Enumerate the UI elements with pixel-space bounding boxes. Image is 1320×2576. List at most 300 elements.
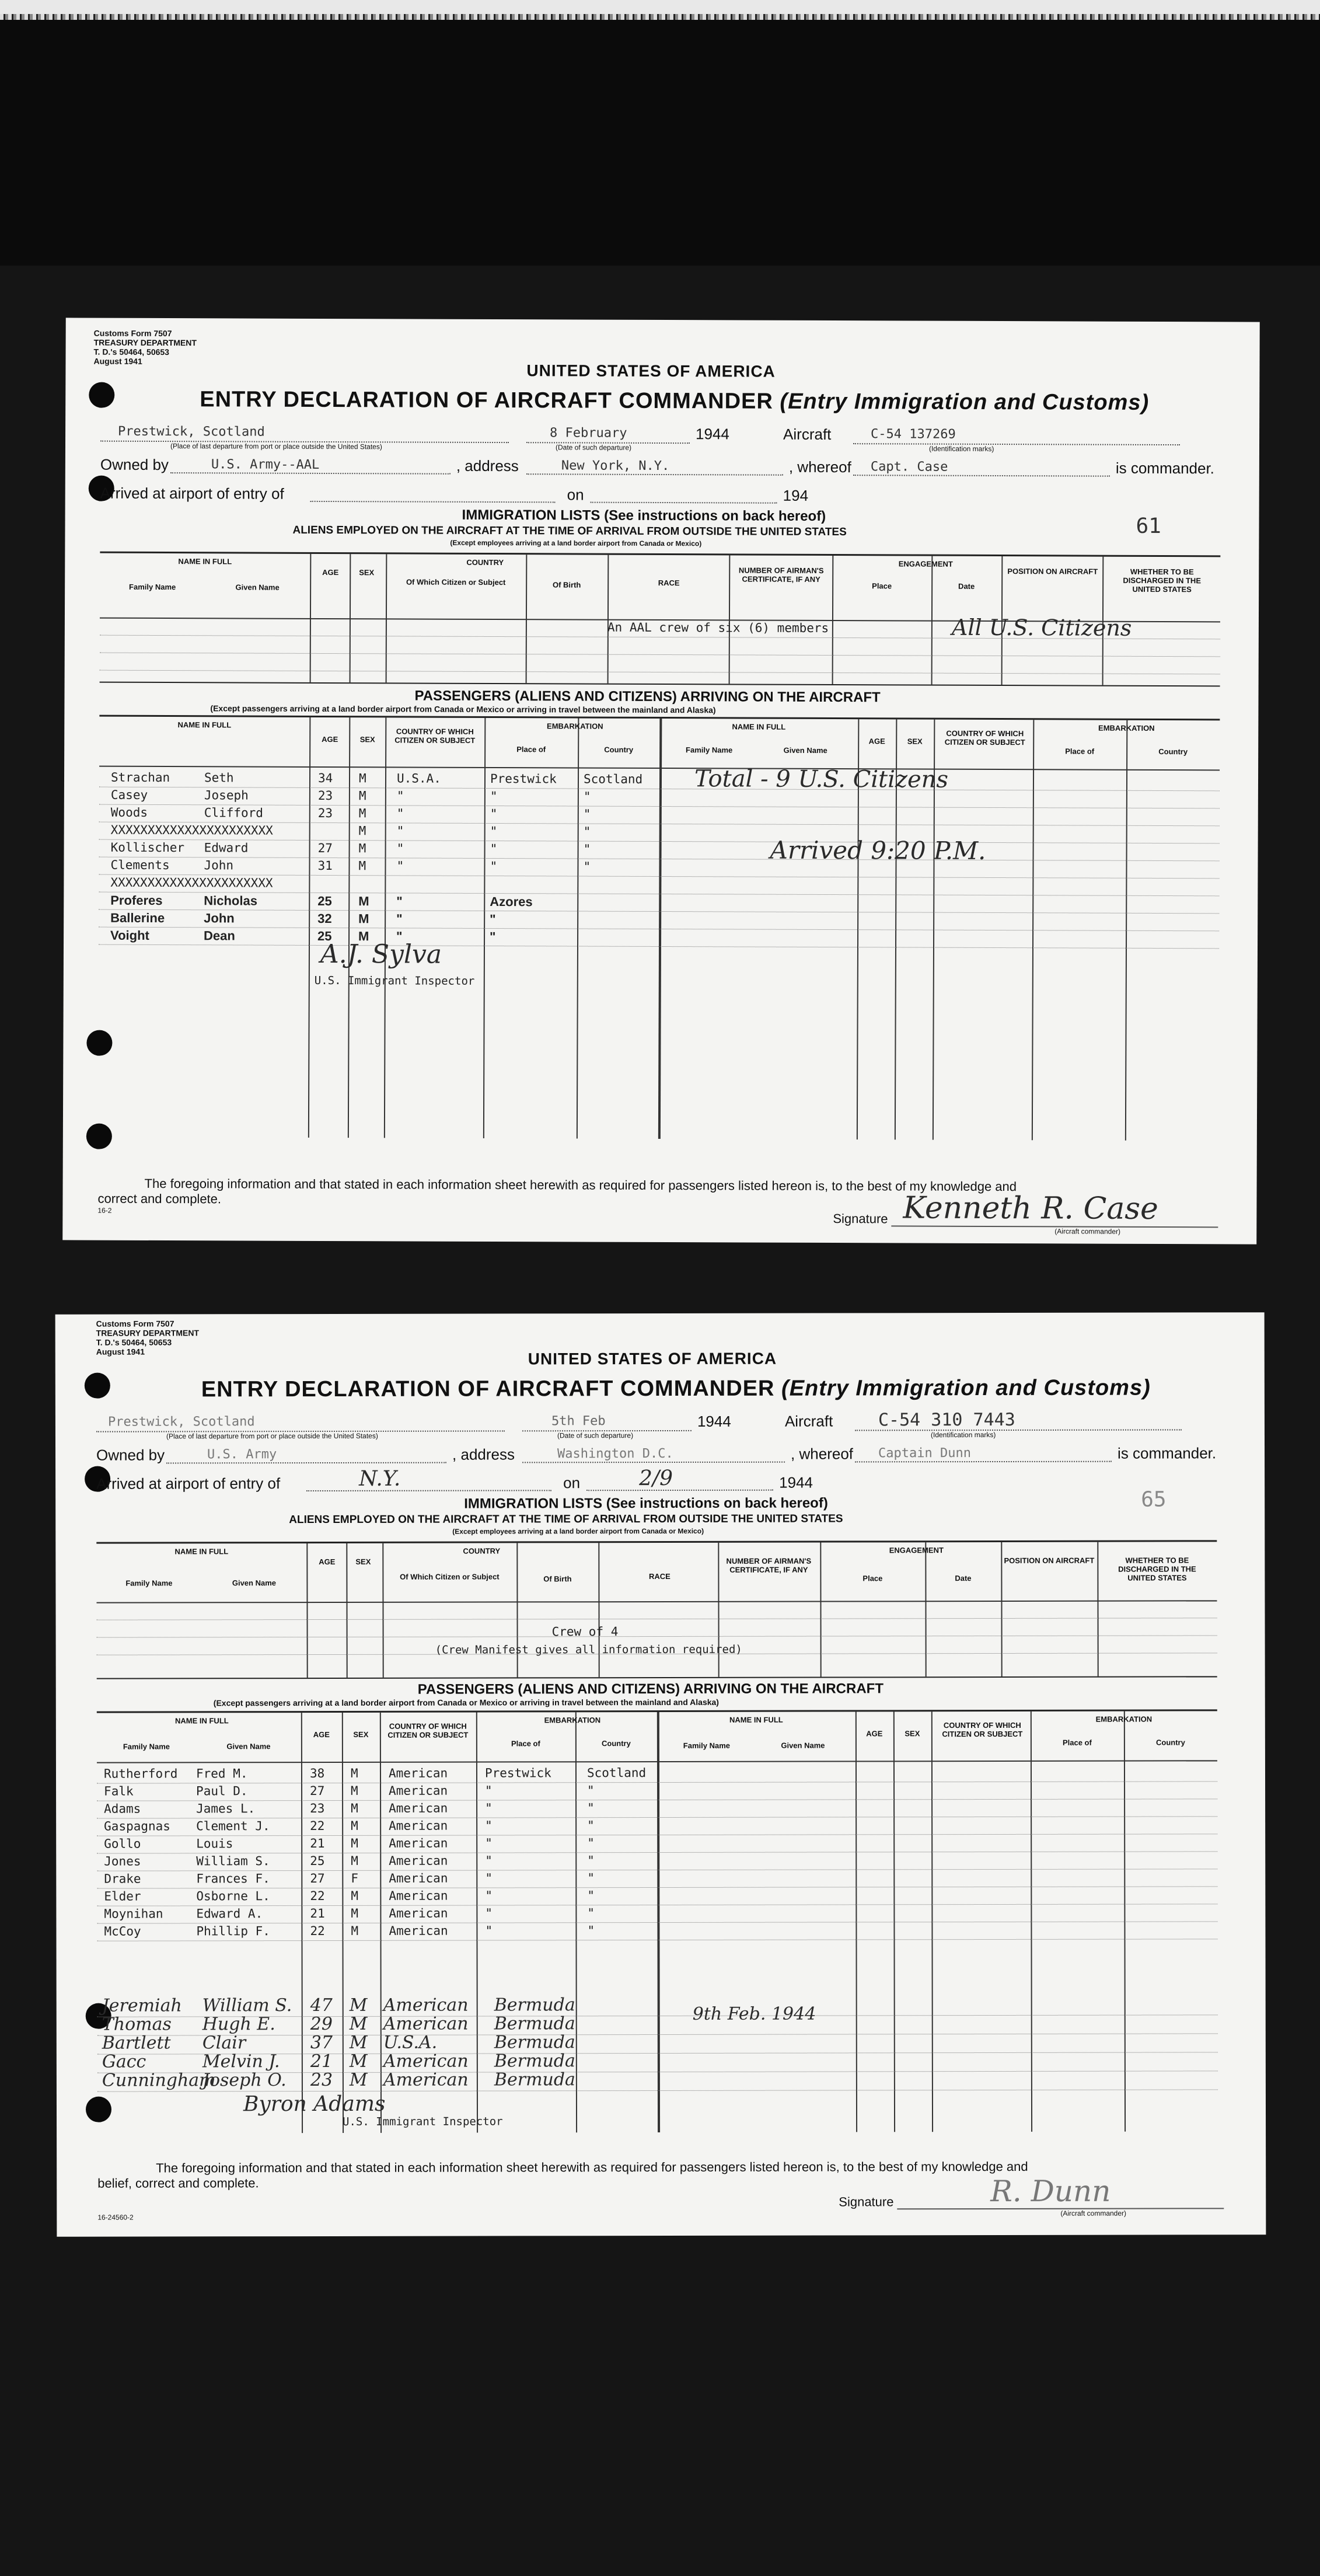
hdr-discharged: WHETHER TO BE DISCHARGED IN THE UNITED STATES <box>1123 567 1202 594</box>
hdr-given: Given Name <box>235 583 280 592</box>
hdr-engagement: ENGAGEMENT <box>898 559 953 569</box>
hdr-engagement: ENGAGEMENT <box>889 1546 944 1555</box>
title-italic-text: (Entry Immigration and Customs) <box>781 1375 1151 1401</box>
cell-age: 23 <box>317 806 333 821</box>
arrival-time-note: Arrived 9:20 P.M. <box>770 835 986 865</box>
cell-given: William S. <box>196 1854 270 1869</box>
customs-form-label: Customs Form 7507 <box>96 1319 174 1329</box>
p-hdr-sex-r: SEX <box>905 1729 920 1738</box>
cell-family: XXXXXXXXXXXXXXXXXXXXXX <box>110 875 273 890</box>
p-hdr-country: COUNTRY OF WHICH CITIZEN OR SUBJECT <box>394 727 476 745</box>
signature-label: Signature <box>839 2194 894 2209</box>
commander-name: Captain Dunn <box>878 1446 972 1461</box>
cell-given: Joseph O. <box>202 2070 287 2091</box>
cell-place: Bermuda <box>494 1995 575 2016</box>
p-hdr-family-r: Family Name <box>683 1741 731 1750</box>
p-hdr-emb-country: Country <box>601 1739 631 1748</box>
departure-place: Prestwick, Scotland <box>118 424 265 440</box>
p-hdr-emb-place: Place of <box>511 1739 540 1748</box>
total-note: Total - 9 U.S. Citizens <box>694 765 949 793</box>
cell-family: Falk <box>104 1784 134 1798</box>
p-hdr-given-r: Given Name <box>783 745 827 755</box>
whereof-label: , whereof <box>791 1445 854 1463</box>
signature-caption: (Aircraft commander) <box>1060 2209 1127 2218</box>
p-hdr-family-r: Family Name <box>686 745 733 755</box>
ident-caption: (Identification marks) <box>928 444 994 453</box>
cell-sex: M <box>349 2069 368 2090</box>
cell-sex: M <box>349 2051 368 2072</box>
td-label: T. D.'s 50464, 50653 <box>93 347 170 357</box>
signature-label: Signature <box>833 1211 888 1226</box>
hdr-country: COUNTRY <box>463 1546 501 1556</box>
cell-country: American <box>383 2013 469 2034</box>
cell-place: " <box>490 789 498 804</box>
certification-line-2: correct and complete. <box>97 1191 222 1207</box>
cell-place: Bermuda <box>494 2051 575 2072</box>
film-top-edge <box>0 0 1320 14</box>
crew-note-1: Crew of 4 <box>551 1625 619 1639</box>
hdr-of-birth: Of Birth <box>543 1574 572 1584</box>
cell-place: " <box>485 1783 493 1798</box>
cell-sex: M <box>351 1853 358 1868</box>
form-date-label: August 1941 <box>93 356 142 366</box>
cell-emb-country: " <box>587 1888 595 1903</box>
cell-country: " <box>396 806 404 821</box>
arrived-label: Arrived at airport of entry of <box>100 484 284 503</box>
film-sprocket-strip <box>0 14 1320 20</box>
departure-place: Prestwick, Scotland <box>107 1414 255 1430</box>
cell-age: 21 <box>310 1836 325 1851</box>
cell-family: Drake <box>104 1871 141 1886</box>
ident-caption: (Identification marks) <box>930 1430 996 1439</box>
certification-line-2: belief, correct and complete. <box>97 2176 259 2191</box>
cell-age: 22 <box>310 1924 325 1939</box>
place-caption: (Place of last departure from port or place outside the United States) <box>170 442 382 451</box>
hdr-given: Given Name <box>232 1578 277 1588</box>
cell-country: U.S.A. <box>383 2032 438 2053</box>
departure-date: 5th Feb <box>551 1414 606 1429</box>
arrived-label: Arrived at airport of entry of <box>96 1475 281 1493</box>
cell-age: 27 <box>310 1871 325 1886</box>
hdr-sex: SEX <box>359 568 375 577</box>
form-number <box>93 329 197 367</box>
cell-sex: M <box>358 894 369 909</box>
cell-age: 21 <box>310 1906 325 1921</box>
cell-sex: M <box>358 771 366 786</box>
cell-country: " <box>396 911 403 926</box>
cell-given: Clement J. <box>196 1819 270 1833</box>
cell-family: Thomas <box>102 2014 172 2035</box>
p-hdr-given: Given Name <box>226 1742 271 1751</box>
passenger-table <box>98 715 1220 1141</box>
p-hdr-name-r: NAME IN FULL <box>732 722 786 731</box>
arrival-date: 2/9 <box>639 1466 673 1491</box>
hdr-which-citizen: Of Which Citizen or Subject <box>406 577 506 587</box>
cell-family: Gaspagnas <box>104 1819 170 1833</box>
cell-given: Osborne L. <box>196 1889 270 1904</box>
hdr-race: RACE <box>648 1571 671 1581</box>
title-italic-text: (Entry Immigration and Customs) <box>780 389 1150 415</box>
cell-place: " <box>490 841 498 856</box>
form-date-label: August 1941 <box>96 1347 145 1357</box>
on-label: on <box>563 1474 581 1492</box>
place-caption: (Place of last departure from port or place outside the United States) <box>166 1431 378 1441</box>
cell-family: Adams <box>104 1801 141 1816</box>
on-label: on <box>567 486 584 504</box>
form-number <box>96 1319 199 1356</box>
cell-country: American <box>389 1783 448 1798</box>
p-hdr-embark-r: EMBARKATION <box>1098 723 1155 733</box>
hdr-country: COUNTRY <box>466 557 504 567</box>
year-text: 1944 <box>697 1412 731 1430</box>
customs-form-label: Customs Form 7507 <box>93 328 172 339</box>
cell-age: 25 <box>317 928 332 944</box>
cell-age: 47 <box>310 1995 333 2016</box>
hdr-of-birth: Of Birth <box>552 580 581 590</box>
p-hdr-place-r: Place of <box>1065 747 1095 756</box>
cell-place: Bermuda <box>494 2013 575 2034</box>
document-title <box>200 387 1149 416</box>
p-hdr-country-r2: Country <box>1155 1738 1185 1747</box>
cell-place: " <box>485 1888 493 1903</box>
cell-place: Bermuda <box>494 2032 575 2053</box>
cell-country: American <box>389 1836 448 1850</box>
hdr-airman-cert: NUMBER OF AIRMAN'S CERTIFICATE, IF ANY <box>738 566 824 584</box>
signature-caption: (Aircraft commander) <box>1054 1227 1121 1236</box>
aliens-title: ALIENS EMPLOYED ON THE AIRCRAFT AT THE TIME OF ARRIVAL FROM OUTSIDE THE UNITED STATES <box>289 1512 843 1526</box>
cell-family: Ballerine <box>110 910 165 926</box>
cell-sex: M <box>358 929 369 944</box>
cell-place: " <box>490 859 498 874</box>
cell-sex: M <box>358 789 366 803</box>
cell-given: Hugh E. <box>202 2014 275 2035</box>
hdr-age: AGE <box>319 1557 336 1567</box>
cell-family: Woods <box>110 805 148 820</box>
passengers-title: PASSENGERS (ALIENS AND CITIZENS) ARRIVING ON THE AIRCRAFT <box>417 1681 884 1697</box>
hdr-place: Place <box>872 581 892 591</box>
cell-sex: M <box>351 1783 358 1798</box>
cell-emb-country: " <box>587 1853 595 1868</box>
cell-sex: M <box>351 1888 359 1903</box>
cell-emb-country: " <box>583 859 591 874</box>
cell-emb-country: Scotland <box>583 772 643 786</box>
cell-family: Clements <box>110 857 170 873</box>
owner: U.S. Army--AAL <box>211 457 320 472</box>
cell-given: Louis <box>196 1836 233 1851</box>
cell-sex: M <box>351 1906 359 1920</box>
passengers-title: PASSENGERS (ALIENS AND CITIZENS) ARRIVING ON THE AIRCRAFT <box>414 688 881 706</box>
cell-given: Paul D. <box>196 1784 248 1798</box>
is-commander-label: is commander. <box>1115 459 1215 477</box>
declaration-sheet-1 <box>62 318 1260 1244</box>
aliens-subtitle: (Except employees arriving at a land border airport from Canada or Mexico) <box>450 538 702 548</box>
cell-given: Frances F. <box>196 1871 270 1886</box>
cell-family: XXXXXXXXXXXXXXXXXXXXXX <box>110 822 273 838</box>
cell-sex: M <box>358 806 366 821</box>
cell-age: 27 <box>310 1784 325 1798</box>
cell-country: " <box>396 929 403 944</box>
cell-country: American <box>389 1923 448 1938</box>
inspector-signature: A.J. Sylva <box>320 939 442 970</box>
cell-country: American <box>383 1995 469 2016</box>
cell-place: " <box>490 806 498 821</box>
cell-country: American <box>389 1801 448 1815</box>
owned-by-label: Owned by <box>100 455 169 474</box>
cell-place: Bermuda <box>494 2069 575 2090</box>
cell-country: American <box>383 2051 469 2072</box>
aliens-table <box>100 552 1221 687</box>
hdr-family: Family Name <box>125 1578 173 1588</box>
hdr-age: AGE <box>322 567 339 577</box>
cell-family: Jeremiah <box>102 1995 182 2016</box>
address-value: Washington D.C. <box>557 1446 673 1462</box>
p-hdr-given-r: Given Name <box>781 1741 825 1750</box>
cell-country: " <box>396 841 404 856</box>
cell-age: 27 <box>317 841 333 856</box>
cell-family: Cunningham <box>102 2070 216 2091</box>
cell-age: 29 <box>310 2013 333 2035</box>
crew-handwritten-note: All U.S. Citizens <box>951 614 1132 641</box>
arrival-year: 1944 <box>779 1473 813 1491</box>
cell-country: American <box>389 1888 448 1903</box>
p-hdr-sex: SEX <box>359 735 375 744</box>
cell-sex: M <box>358 824 366 838</box>
aircraft-marks: C-54 137269 <box>871 427 956 442</box>
cell-emb-country: " <box>583 824 591 839</box>
cell-age: 23 <box>317 788 333 803</box>
cell-sex: M <box>358 859 366 873</box>
hdr-name-in-full: NAME IN FULL <box>178 557 232 566</box>
cell-family: Rutherford <box>103 1766 178 1781</box>
passengers-subtitle: (Except passengers arriving at a land border airport from Canada or Mexico or arriving in travel between the mainland and Alaska) <box>210 703 716 715</box>
cell-country: American <box>389 1818 448 1833</box>
cell-place: " <box>490 911 496 927</box>
cell-family: Gacc <box>102 2051 146 2072</box>
cell-place: " <box>485 1801 493 1815</box>
cell-age: 25 <box>317 893 332 909</box>
cell-place: Prestwick <box>490 771 557 786</box>
p-hdr-age: AGE <box>322 734 338 744</box>
aircraft-label: Aircraft <box>784 1412 833 1430</box>
cell-emb-country: " <box>587 1783 595 1798</box>
punch-hole <box>89 382 114 408</box>
page-number: 61 <box>1136 514 1161 538</box>
p-hdr-age: AGE <box>313 1730 330 1740</box>
hdr-which-citizen: Of Which Citizen or Subject <box>400 1572 500 1581</box>
cell-family: Jones <box>104 1854 141 1869</box>
hdr-date: Date <box>958 581 975 591</box>
hdr-discharged: WHETHER TO BE DISCHARGED IN THE UNITED STATES <box>1118 1556 1196 1582</box>
p-hdr-emb-country: Country <box>604 745 634 754</box>
aircraft-marks: C-54 310 7443 <box>878 1409 1015 1431</box>
p-hdr-name-r: NAME IN FULL <box>729 1715 783 1724</box>
form-code: 16-24560-2 <box>97 2213 134 2222</box>
address-label: , address <box>456 456 519 475</box>
cell-age: 21 <box>310 2051 333 2072</box>
p-hdr-country-r2: Country <box>1158 747 1188 757</box>
inspector-title: U.S. Immigrant Inspector <box>314 974 475 988</box>
year-blank: 194 <box>783 486 809 504</box>
p-hdr-country: COUNTRY OF WHICH CITIZEN OR SUBJECT <box>387 1721 469 1740</box>
hdr-position: POSITION ON AIRCRAFT <box>1004 1556 1095 1565</box>
cell-emb-country: " <box>587 1906 595 1920</box>
cell-emb-country: " <box>587 1801 595 1815</box>
p-hdr-embark: EMBARKATION <box>547 721 603 731</box>
aliens-table <box>96 1540 1217 1679</box>
hdr-family: Family Name <box>129 582 176 592</box>
owned-by-label: Owned by <box>96 1446 165 1464</box>
p-hdr-name: NAME IN FULL <box>177 720 232 730</box>
cell-family: Bartlett <box>102 2033 171 2054</box>
cell-family: Casey <box>110 787 148 802</box>
cell-place: " <box>485 1923 493 1938</box>
title-main-text: ENTRY DECLARATION OF AIRCRAFT COMMANDER <box>200 387 773 414</box>
cell-place: " <box>485 1871 493 1885</box>
p-hdr-name: NAME IN FULL <box>174 1716 229 1726</box>
cell-sex: M <box>349 2013 368 2034</box>
document-title <box>201 1376 1151 1403</box>
p-hdr-sex-r: SEX <box>907 737 923 746</box>
cell-sex: M <box>358 841 366 856</box>
immigration-lists-title: IMMIGRATION LISTS (See instructions on back hereof) <box>464 1495 828 1512</box>
aliens-subtitle: (Except employees arriving at a land border airport from Canada or Mexico) <box>452 1526 704 1536</box>
cell-family: Moynihan <box>104 1906 163 1921</box>
country-heading: UNITED STATES OF AMERICA <box>528 1349 777 1368</box>
p-hdr-country-r: COUNTRY OF WHICH CITIZEN OR SUBJECT <box>944 728 1025 747</box>
cell-sex: M <box>351 1801 358 1815</box>
cell-given: Phillip F. <box>196 1924 270 1939</box>
cell-country: American <box>389 1853 448 1868</box>
cell-given: Dean <box>204 928 235 943</box>
immigration-lists-title: IMMIGRATION LISTS (See instructions on back hereof) <box>462 507 826 524</box>
p-hdr-embark: EMBARKATION <box>544 1716 601 1725</box>
cell-place: " <box>485 1853 493 1868</box>
p-hdr-family: Family Name <box>123 1742 170 1751</box>
p-hdr-age-r: AGE <box>868 737 885 746</box>
treasury-label: TREASURY DEPARTMENT <box>93 337 197 348</box>
punch-hole <box>85 1373 110 1399</box>
cell-age: 32 <box>317 911 332 926</box>
cell-given: Melvin J. <box>202 2051 280 2072</box>
cell-given: John <box>204 858 234 873</box>
passenger-table <box>97 1709 1218 2133</box>
cell-given: William S. <box>202 1995 292 2016</box>
declaration-sheet-2 <box>55 1312 1266 2237</box>
cell-age: 23 <box>310 1801 325 1816</box>
hdr-date: Date <box>955 1574 972 1583</box>
cell-country: American <box>383 2069 469 2090</box>
cell-family: Proferes <box>110 893 163 908</box>
cell-age: 38 <box>309 1766 325 1781</box>
title-main-text: ENTRY DECLARATION OF AIRCRAFT COMMANDER <box>201 1376 775 1402</box>
cell-sex: M <box>351 1818 358 1833</box>
cell-given: Fred M. <box>195 1766 248 1781</box>
cell-age: 23 <box>310 2069 333 2091</box>
p-hdr-age-r: AGE <box>866 1729 883 1738</box>
cell-country: " <box>396 824 404 838</box>
cell-emb-country: " <box>583 842 591 856</box>
cell-given: Clifford <box>204 806 264 820</box>
crew-note-2: (Crew Manifest gives all information required) <box>435 1643 742 1657</box>
cell-sex: M <box>349 2032 368 2053</box>
address-label: , address <box>452 1445 515 1463</box>
cell-age: 25 <box>310 1854 325 1869</box>
cell-age: 22 <box>310 1889 325 1904</box>
address-value: New York, N.Y. <box>561 458 670 474</box>
cell-sex: M <box>351 1836 358 1850</box>
date-caption: (Date of such departure) <box>555 443 632 452</box>
cell-place: Prestwick <box>484 1766 551 1780</box>
date-caption: (Date of such departure) <box>557 1431 634 1440</box>
cell-given: Edward <box>204 841 249 855</box>
cell-age: 34 <box>317 771 333 786</box>
p-hdr-place-r: Place of <box>1062 1738 1092 1747</box>
cell-emb-country: " <box>587 1836 595 1850</box>
cell-place: " <box>490 824 498 839</box>
aircraft-label: Aircraft <box>783 425 832 444</box>
cell-country: U.S.A. <box>396 771 441 786</box>
aliens-title: ALIENS EMPLOYED ON THE AIRCRAFT AT THE TIME OF ARRIVAL FROM OUTSIDE THE UNITED STATES <box>292 524 847 539</box>
passengers-subtitle: (Except passengers arriving at a land border airport from Canada or Mexico or arriving in travel between the mainland and Alaska) <box>213 1697 719 1708</box>
certification-line-1: The foregoing information and that stated in each information sheet herewith as required for passengers listed hereon is, to the best of my knowledge and <box>156 2159 1028 2176</box>
hdr-sex: SEX <box>355 1557 371 1566</box>
cell-emb-country: " <box>583 807 591 821</box>
cell-given: Seth <box>204 771 234 785</box>
departure-date: 8 February <box>550 426 627 441</box>
p-hdr-sex: SEX <box>353 1730 369 1739</box>
cell-family: Gollo <box>104 1836 141 1851</box>
country-heading: UNITED STATES OF AMERICA <box>526 361 776 381</box>
cell-given: John <box>204 911 235 926</box>
cell-sex: M <box>349 1995 368 2016</box>
inspector-title: U.S. Immigrant Inspector <box>343 2115 503 2128</box>
commander-name: Capt. Case <box>870 459 948 475</box>
cell-sex: M <box>358 911 369 926</box>
p-hdr-embark-r: EMBARKATION <box>1095 1714 1153 1724</box>
cell-sex: M <box>351 1923 359 1938</box>
cell-place: " <box>485 1818 493 1833</box>
cell-age: 37 <box>310 2032 333 2054</box>
cell-emb-country: " <box>587 1818 595 1833</box>
owner: U.S. Army <box>207 1447 277 1462</box>
cell-place: Azores <box>490 894 533 909</box>
commander-signature: Kenneth R. Case <box>903 1190 1158 1226</box>
cell-emb-country: " <box>587 1871 595 1885</box>
cell-family: Elder <box>104 1889 141 1904</box>
cell-sex: F <box>351 1871 358 1885</box>
cell-country: " <box>396 894 403 909</box>
cell-emb-country: Scotland <box>586 1766 647 1780</box>
cell-given: Clair <box>202 2033 246 2054</box>
cell-place: " <box>490 929 496 944</box>
cell-given: Edward A. <box>196 1906 263 1921</box>
cell-sex: M <box>350 1766 358 1780</box>
td-label: T. D.'s 50464, 50653 <box>96 1337 172 1347</box>
hdr-name-in-full: NAME IN FULL <box>174 1547 229 1556</box>
is-commander-label: is commander. <box>1118 1444 1217 1462</box>
cell-family: McCoy <box>104 1924 141 1939</box>
hdr-airman-cert: NUMBER OF AIRMAN'S CERTIFICATE, IF ANY <box>726 1556 812 1574</box>
certification-line-1: The foregoing information and that stated in each information sheet herewith as required for passengers listed hereon is, to the best of my knowledge and <box>144 1176 1017 1194</box>
cell-age: 22 <box>310 1819 325 1833</box>
cell-country: American <box>388 1766 448 1780</box>
cell-given: Nicholas <box>204 893 258 908</box>
treasury-label: TREASURY DEPARTMENT <box>96 1328 200 1338</box>
cell-place: " <box>485 1836 493 1850</box>
cell-place: " <box>485 1906 493 1920</box>
cell-country: " <box>396 789 404 803</box>
cell-age: 31 <box>317 858 333 873</box>
